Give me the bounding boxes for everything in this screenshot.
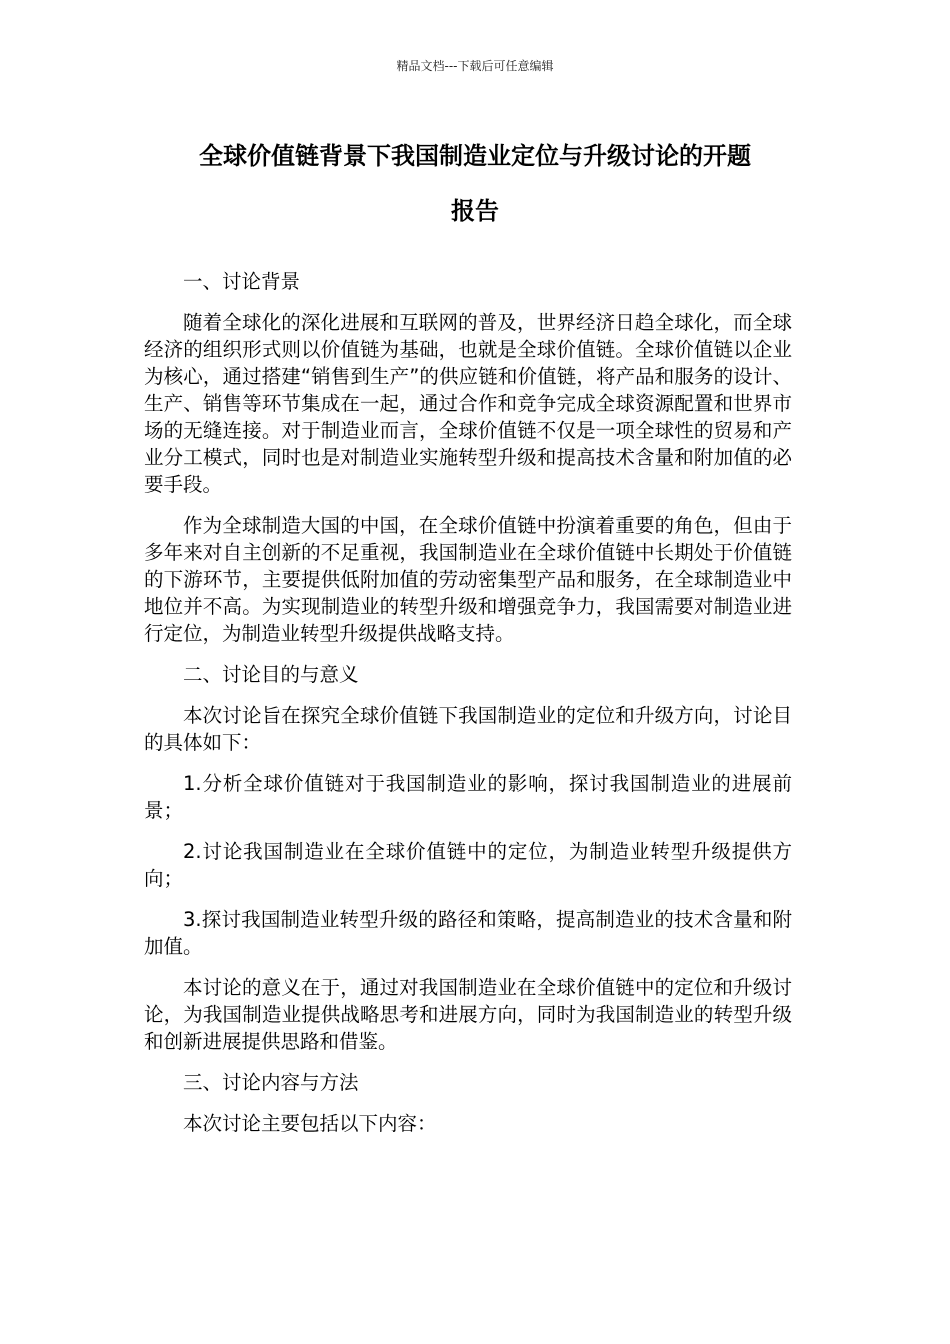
paragraph-content-intro: 本次讨论主要包括以下内容： <box>183 1112 437 1135</box>
document-body <box>144 268 792 1151</box>
paragraph-background-2: 作为全球制造大国的中国，在全球价值链中扮演着重要的角色，但由于多年来对自主创新的不足重视，我国制造业在全球价值链中长期处于价值链的下游环节，主要提供低附加值的劳动密集型产品和服务，在全球制造业中地位并不高。为实现制造业的转型升级和增强竞争力，我国需要对制造业进行定位，为制造业转型升级提供战略支持。 <box>144 514 792 645</box>
paragraph-background-1: 随着全球化的深化进展和互联网的普及，世界经济日趋全球化，而全球经济的组织形式则以价值链为基础，也就是全球价值链。全球价值链以企业为核心，通过搭建“销售到生产”的供应链和价值链，将产品和服务的设计、生产、销售等环节集成在一起，通过合作和竞争完成全球资源配置和世界市场的无缝连接。对于制造业而言，全球价值链不仅是一项全球性的贸易和产业分工模式，同时也是对制造业实施转型升级和提高技术含量和附加值的必要手段。 <box>144 311 792 496</box>
list-item-purpose-2: 2.讨论我国制造业在全球价值链中的定位，为制造业转型升级提供方向； <box>144 840 792 890</box>
section-heading-background: 一、讨论背景 <box>183 270 301 293</box>
document-title-line-2: 报告 <box>451 197 499 225</box>
paragraph-significance: 本讨论的意义在于，通过对我国制造业在全球价值链中的定位和升级讨论，为我国制造业提供战略思考和进展方向，同时为我国制造业的转型升级和创新进展提供思路和借鉴。 <box>144 976 792 1053</box>
paragraph-purpose-intro: 本次讨论旨在探究全球价值链下我国制造业的定位和升级方向，讨论目的具体如下： <box>144 704 792 754</box>
list-item-purpose-3: 3.探讨我国制造业转型升级的路径和策略，提高制造业的技术含量和附加值。 <box>144 908 792 958</box>
section-heading-content-method: 三、讨论内容与方法 <box>183 1071 359 1094</box>
document-title-line-1: 全球价值链背景下我国制造业定位与升级讨论的开题 <box>199 142 751 170</box>
section-heading-purpose: 二、讨论目的与意义 <box>183 663 359 686</box>
page-header: 精品文档---下载后可任意编辑 <box>396 59 554 73</box>
list-item-purpose-1: 1.分析全球价值链对于我国制造业的影响，探讨我国制造业的进展前景； <box>144 772 792 822</box>
